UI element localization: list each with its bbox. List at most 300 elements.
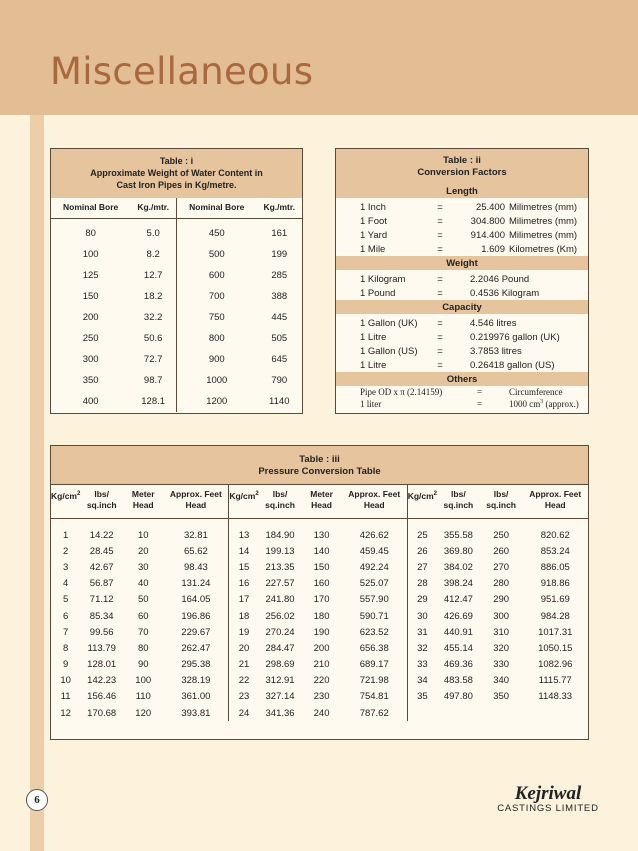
table-cell: 210	[313, 659, 330, 671]
table-cell: 20	[137, 545, 149, 557]
table-cell: 156.46	[87, 691, 117, 703]
table-cell: 492.24	[359, 561, 389, 573]
table-cell: 213.35	[265, 561, 295, 573]
table-row	[51, 705, 588, 721]
superscript: 2	[76, 491, 81, 497]
header-text: lbs/ sq.inch	[443, 489, 474, 510]
table-cell: 98.7	[143, 375, 163, 386]
conversion-unit: Milimetres (mm)	[509, 201, 578, 213]
section-header-row	[336, 256, 588, 270]
table-row	[51, 244, 302, 265]
table-cell: 340	[493, 675, 510, 687]
table-i-header: Nominal Bore	[176, 198, 256, 219]
table-i-title-line1: Approximate Weight of Water Content in	[90, 168, 263, 178]
header-text: Meter Head	[131, 489, 155, 510]
unit-label: 1 Litre	[360, 331, 387, 343]
table-row	[51, 519, 588, 544]
table-cell: 459.45	[359, 545, 389, 557]
table-i-header-row	[51, 198, 302, 219]
unit-label: 1 Mile	[360, 243, 386, 255]
table-cell: 100	[135, 675, 152, 687]
table-row	[51, 689, 588, 705]
table-cell: 8.2	[146, 249, 160, 260]
company-logo	[478, 785, 618, 814]
table-cell: 525.07	[359, 578, 389, 590]
others-row	[336, 386, 588, 398]
table-cell: 312.91	[265, 675, 295, 687]
table-cell: 23	[229, 689, 259, 705]
table-cell: 590.71	[359, 610, 389, 622]
table-cell: 161	[271, 228, 288, 239]
table-row	[51, 219, 302, 245]
table-cell: 32.81	[183, 529, 208, 541]
table-cell: 18	[229, 608, 259, 624]
table-cell: 65.62	[183, 545, 208, 557]
table-ii-title: Conversion Factors	[417, 167, 507, 178]
table-cell: 426.69	[443, 610, 473, 622]
table-cell: 240	[313, 707, 330, 719]
others-right	[509, 386, 588, 398]
equals-sign: =	[437, 229, 443, 241]
table-cell: 1000	[176, 370, 256, 391]
conversion-unit: Milimetres (mm)	[509, 215, 578, 227]
unit-label: 1 Gallon (UK)	[360, 317, 418, 329]
equals-sign: =	[476, 387, 483, 397]
table-cell: 285	[271, 270, 288, 281]
equals-sign: =	[437, 243, 443, 255]
table-row	[51, 592, 588, 608]
table-row	[51, 307, 302, 328]
header-text: Kg/cm	[229, 490, 256, 501]
table-cell: 3	[63, 561, 69, 573]
table-cell: 689.17	[359, 659, 389, 671]
table-cell: 750	[176, 307, 256, 328]
table-cell: 497.80	[443, 691, 473, 703]
table-cell: 754.81	[359, 691, 389, 703]
conversion-row	[336, 214, 588, 228]
table-cell: 1200	[176, 391, 256, 412]
table-i-body	[51, 219, 302, 413]
table-cell: 1050.15	[538, 642, 573, 654]
table-cell: 24	[229, 705, 259, 721]
table-cell: 10	[137, 529, 149, 541]
header-text: Approx. Feet Head	[169, 489, 222, 510]
table-row	[51, 576, 588, 592]
table-cell: 170.68	[87, 707, 117, 719]
conversion-unit: Kilometres (Km)	[509, 243, 578, 255]
unit-label: 1 Yard	[360, 229, 388, 241]
table-cell: 35	[407, 689, 437, 705]
equals-sign: =	[437, 359, 443, 371]
table-cell: 30	[137, 561, 149, 573]
table-cell: 12.7	[143, 270, 163, 281]
section-header-row	[336, 372, 588, 386]
table-row	[51, 624, 588, 640]
table-row	[51, 391, 302, 412]
table-cell: 230	[313, 691, 330, 703]
table-iii-header-row	[51, 485, 588, 519]
section-header-row	[336, 184, 588, 198]
table-cell: 9	[63, 659, 69, 671]
table-cell: 984.28	[540, 610, 570, 622]
table-cell: 557.90	[359, 594, 389, 606]
table-cell: 721.98	[359, 675, 389, 687]
table-iii-number: Table : iii	[299, 454, 340, 465]
conversion-value: 0.4536 Kilogram	[470, 287, 540, 299]
table-cell: 270.24	[265, 626, 295, 638]
table-row	[51, 673, 588, 689]
table-cell: 50	[137, 594, 149, 606]
table-row	[51, 608, 588, 624]
conversion-row	[336, 270, 588, 286]
table-cell: 30	[407, 608, 437, 624]
table-cell: 1017.31	[538, 626, 573, 638]
others-left: 1 liter	[360, 399, 382, 409]
table-cell: 262.47	[181, 642, 211, 654]
table-cell: 656.38	[359, 642, 389, 654]
table-cell: 164.05	[181, 594, 211, 606]
table-i-title-line2: Cast Iron Pipes in Kg/metre.	[116, 180, 237, 190]
unit-label: 1 Foot	[360, 215, 387, 227]
header-text: Kg/cm	[407, 490, 434, 501]
conversion-value: 304.800	[470, 215, 505, 227]
table-cell: 645	[271, 354, 288, 365]
table-cell: 250	[82, 333, 99, 344]
others-right-text: 1000 cm	[509, 399, 541, 409]
table-cell: 1115.77	[538, 675, 572, 687]
table-cell: 31	[407, 624, 437, 640]
table-cell: 18.2	[143, 291, 163, 302]
table-iii-pressure-conversion	[50, 445, 589, 740]
conversion-value: 25.400	[475, 201, 505, 213]
table-cell: 13	[229, 519, 259, 544]
table-cell: 21	[229, 657, 259, 673]
conversion-value: 1.609	[481, 243, 505, 255]
section-title: Length	[336, 184, 588, 198]
table-row	[51, 328, 302, 349]
equals-sign: =	[437, 331, 443, 343]
header-text: Approx. Feet Head	[529, 489, 582, 510]
header-text: lbs/ sq.inch	[86, 489, 117, 510]
table-cell: 388	[271, 291, 288, 302]
table-cell: 393.81	[181, 707, 211, 719]
table-cell: 400	[82, 396, 99, 407]
table-cell: 25	[407, 519, 437, 544]
table-iii-header	[407, 485, 437, 519]
table-cell: 14.22	[89, 529, 114, 541]
header-text: Approx. Feet Head	[348, 489, 401, 510]
table-cell: 22	[229, 673, 259, 689]
table-cell	[437, 705, 480, 721]
table-cell: 50.6	[143, 333, 163, 344]
conversion-row	[336, 344, 588, 358]
table-cell: 100	[82, 249, 99, 260]
table-i-number: Table : i	[159, 156, 194, 166]
table-cell: 1082.96	[538, 659, 573, 671]
table-cell: 56.87	[89, 578, 114, 590]
table-cell: 320	[493, 642, 510, 654]
table-row	[51, 265, 302, 286]
table-cell: 28.45	[89, 545, 114, 557]
table-cell: 199.13	[265, 545, 295, 557]
table-cell: 8	[63, 642, 69, 654]
table-row	[51, 543, 588, 559]
table-iii-header	[342, 485, 407, 519]
table-cell: 820.62	[540, 529, 570, 541]
table-i-caption	[51, 149, 302, 198]
section-header-row	[336, 300, 588, 314]
superscript: 2	[433, 491, 438, 497]
table-cell: 10	[60, 675, 71, 687]
table-ii-body	[336, 184, 588, 410]
table-iii-header	[229, 485, 259, 519]
table-cell: 256.02	[265, 610, 295, 622]
section-title: Capacity	[336, 300, 588, 314]
left-stripe	[30, 115, 44, 851]
others-right	[509, 398, 588, 410]
table-cell: 1148.33	[538, 691, 573, 703]
table-ii-grid	[336, 149, 588, 410]
conversion-value: 3.7853 litres	[470, 345, 522, 357]
table-cell: 90	[137, 659, 149, 671]
table-cell: 886.05	[540, 561, 570, 573]
table-cell: 199	[271, 249, 288, 260]
table-cell: 98.43	[183, 561, 208, 573]
table-cell: 384.02	[443, 561, 473, 573]
table-cell: 341.36	[265, 707, 295, 719]
table-cell: 250	[493, 529, 510, 541]
table-iii-body	[51, 519, 588, 722]
table-i-grid	[51, 149, 302, 412]
table-cell: 140	[313, 545, 330, 557]
table-cell: 4	[63, 578, 69, 590]
table-cell: 32.2	[143, 312, 163, 323]
table-cell: 200	[313, 642, 330, 654]
table-cell: 290	[493, 594, 510, 606]
conversion-row	[336, 358, 588, 372]
table-cell: 327.14	[265, 691, 295, 703]
table-i-header: Nominal Bore	[51, 198, 130, 219]
table-iii-header	[522, 485, 588, 519]
unit-label: 1 Pound	[360, 287, 396, 299]
table-cell: 170	[313, 594, 330, 606]
equals-sign: =	[476, 399, 483, 409]
table-row	[51, 370, 302, 391]
table-cell: 298.69	[265, 659, 295, 671]
table-cell: 1	[63, 529, 69, 541]
table-iii-grid	[51, 446, 588, 721]
unit-label: 1 Kilogram	[360, 273, 406, 285]
table-iii-caption	[51, 446, 588, 485]
table-cell: 260	[493, 545, 510, 557]
others-right-text: Circumference	[509, 387, 563, 397]
table-cell: 300	[493, 610, 510, 622]
table-cell: 128.1	[141, 396, 166, 407]
conversion-row	[336, 330, 588, 344]
table-cell: 80	[85, 228, 96, 239]
table-cell: 790	[271, 375, 288, 386]
table-cell: 450	[176, 219, 256, 245]
table-cell: 600	[176, 265, 256, 286]
table-cell: 12	[60, 707, 71, 719]
table-cell: 70	[137, 626, 149, 638]
table-cell: 2	[63, 545, 69, 557]
page-title: Miscellaneous	[50, 50, 314, 93]
equals-sign: =	[437, 287, 443, 299]
table-cell: 27	[407, 559, 437, 575]
table-cell: 355.58	[443, 529, 473, 541]
table-cell: 505	[271, 333, 288, 344]
others-row	[336, 398, 588, 410]
table-iii-header	[259, 485, 302, 519]
equals-sign: =	[437, 273, 443, 285]
table-cell: 142.23	[87, 675, 117, 687]
section-title: Others	[336, 372, 588, 386]
page-number: 6	[26, 789, 48, 811]
others-suffix: (approx.)	[543, 399, 579, 409]
table-cell: 398.24	[443, 578, 473, 590]
table-cell: 229.67	[181, 626, 211, 638]
table-cell: 110	[135, 691, 151, 703]
table-cell: 900	[176, 349, 256, 370]
unit-label: 1 Inch	[360, 201, 386, 213]
table-row	[51, 657, 588, 673]
table-cell	[522, 705, 588, 721]
table-cell: 310	[493, 626, 510, 638]
table-cell: 483.58	[443, 675, 473, 687]
table-cell: 1140	[269, 396, 290, 407]
table-cell: 60	[137, 610, 149, 622]
table-cell: 150	[313, 561, 330, 573]
conversion-value: 4.546 litres	[470, 317, 517, 329]
equals-sign: =	[437, 215, 443, 227]
table-cell: 270	[493, 561, 510, 573]
table-cell: 328.19	[181, 675, 211, 687]
table-cell: 426.62	[359, 529, 389, 541]
table-cell: 19	[229, 624, 259, 640]
table-cell: 42.67	[89, 561, 114, 573]
table-cell: 29	[407, 592, 437, 608]
table-cell: 500	[176, 244, 256, 265]
table-cell: 15	[229, 559, 259, 575]
table-cell: 16	[229, 576, 259, 592]
table-cell: 14	[229, 543, 259, 559]
table-iii-header	[301, 485, 341, 519]
table-cell: 220	[313, 675, 330, 687]
table-cell: 125	[82, 270, 99, 281]
conversion-row	[336, 198, 588, 214]
table-cell	[407, 705, 437, 721]
conversion-value: 2.2046 Pound	[470, 273, 530, 285]
table-i-water-weight	[50, 148, 303, 414]
conversion-unit: Milimetres (mm)	[509, 229, 578, 241]
table-cell: 369.80	[443, 545, 473, 557]
table-cell: 34	[407, 673, 437, 689]
table-cell: 412.47	[443, 594, 473, 606]
table-cell: 85.34	[89, 610, 114, 622]
table-cell: 469.36	[443, 659, 473, 671]
table-cell: 150	[82, 291, 99, 302]
table-ii-number: Table : ii	[443, 155, 481, 166]
superscript: 3	[540, 399, 544, 405]
table-cell: 160	[313, 578, 330, 590]
table-iii-header	[123, 485, 163, 519]
header-text: Kg/cm	[51, 490, 77, 501]
table-cell: 200	[82, 312, 99, 323]
table-cell: 72.7	[143, 354, 163, 365]
table-cell: 32	[407, 640, 437, 656]
table-ii-caption	[336, 149, 588, 184]
table-i-header: Kg./mtr.	[130, 198, 176, 219]
table-cell: 11	[60, 691, 71, 703]
table-cell: 99.56	[89, 626, 114, 638]
table-cell: 284.47	[265, 642, 295, 654]
table-cell: 196.86	[181, 610, 211, 622]
table-cell: 330	[493, 659, 510, 671]
conversion-row	[336, 314, 588, 330]
table-cell: 300	[82, 354, 99, 365]
conversion-row	[336, 242, 588, 256]
table-cell: 787.62	[359, 707, 389, 719]
table-iii-header	[163, 485, 228, 519]
conversion-row	[336, 228, 588, 242]
table-row	[51, 559, 588, 575]
equals-sign: =	[437, 201, 443, 213]
table-cell: 361.00	[181, 691, 211, 703]
table-cell: 853.24	[540, 545, 570, 557]
table-cell: 40	[137, 578, 149, 590]
conversion-row	[336, 286, 588, 300]
table-cell: 350	[493, 691, 510, 703]
table-cell: 130	[313, 529, 330, 541]
table-cell: 227.57	[265, 578, 295, 590]
superscript: 2	[255, 491, 259, 497]
table-cell: 17	[229, 592, 259, 608]
table-cell: 33	[407, 657, 437, 673]
table-cell: 128.01	[87, 659, 117, 671]
table-iii-header	[480, 485, 523, 519]
table-cell: 131.24	[181, 578, 211, 590]
table-cell: 20	[229, 640, 259, 656]
unit-label: 1 Gallon (US)	[360, 345, 418, 357]
unit-label: 1 Litre	[360, 359, 387, 371]
table-cell: 295.38	[181, 659, 211, 671]
table-cell: 440.91	[443, 626, 473, 638]
table-iii-title: Pressure Conversion Table	[258, 466, 381, 477]
table-cell: 80	[137, 642, 149, 654]
header-text: Meter Head	[310, 489, 333, 510]
others-left: Pipe OD x π (2.14159)	[360, 387, 443, 397]
conversion-value: 0.26418 gallon (US)	[470, 359, 555, 371]
equals-sign: =	[437, 317, 443, 329]
conversion-value: 0.219976 gallon (UK)	[470, 331, 560, 343]
table-cell: 180	[313, 610, 330, 622]
section-title: Weight	[336, 256, 588, 270]
table-cell: 28	[407, 576, 437, 592]
table-cell: 71.12	[89, 594, 114, 606]
table-row	[51, 286, 302, 307]
table-cell: 623.52	[359, 626, 389, 638]
table-cell: 5	[63, 594, 69, 606]
header-text: lbs/ sq.inch	[265, 489, 295, 510]
table-cell: 445	[271, 312, 288, 323]
table-cell: 5.0	[146, 228, 160, 239]
table-row	[51, 640, 588, 656]
logo-subtitle: CASTINGS LIMITED	[497, 803, 599, 814]
table-cell: 951.69	[540, 594, 570, 606]
table-iii-header	[437, 485, 480, 519]
table-ii-conversion-factors	[335, 148, 589, 414]
